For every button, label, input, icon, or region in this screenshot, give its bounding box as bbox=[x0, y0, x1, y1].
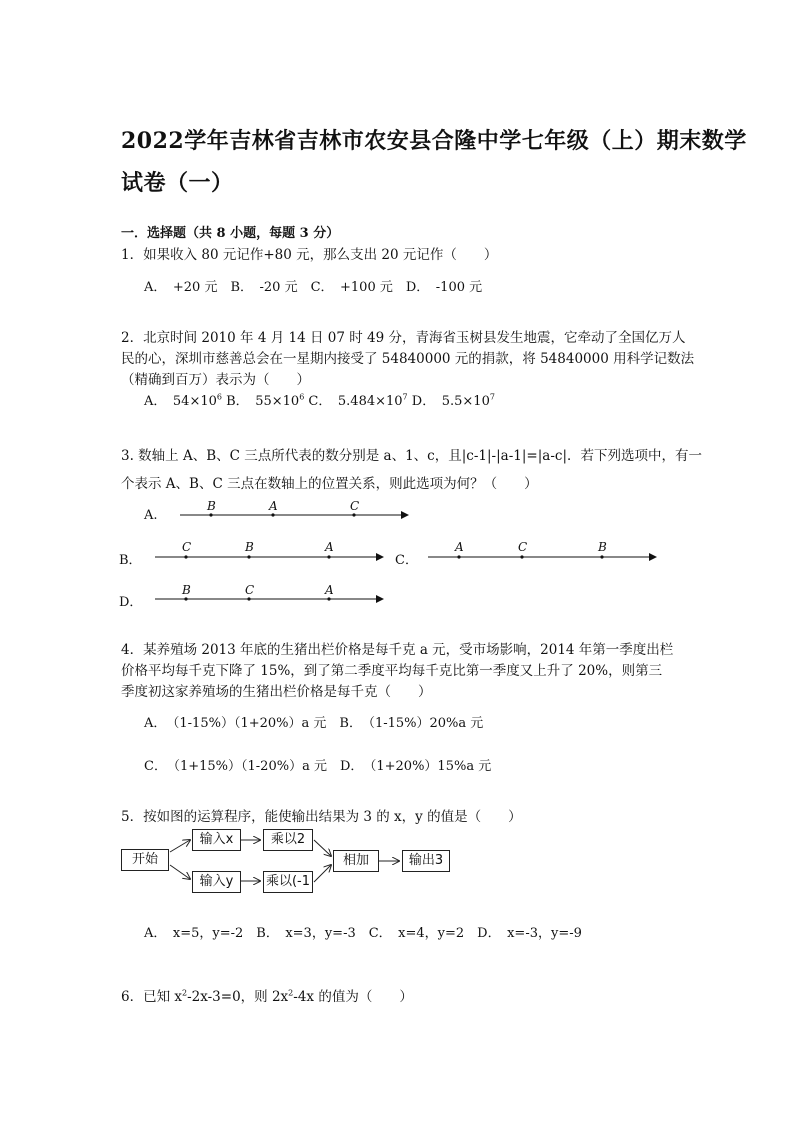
option-a-label: A． bbox=[144, 394, 160, 409]
point-label: A bbox=[325, 583, 334, 597]
page-title-line1: 2022学年吉林省吉林市农安县合隆中学七年级（上）期末数学 bbox=[121, 128, 747, 154]
question-3-line2: 个表示 A、B、C 三点在数轴上的位置关系，则此选项为何？（ ） bbox=[121, 476, 538, 492]
q6-middle: -2x-3=0，则 2x bbox=[187, 989, 289, 1005]
question-4-line1: 4．某养殖场 2013 年底的生猪出栏价格是每千克 a 元，受市场影响，2014 年第一季度出栏 bbox=[121, 642, 674, 658]
question-5-options: A． x=5，y=-2 B． x=3，y=-3 C． x=4，y=2 D． x=-3，y=-9 bbox=[144, 926, 582, 941]
flow-multiply-2-box: 乘以2 bbox=[263, 829, 313, 851]
option-d-value: 5.5×10 bbox=[441, 394, 490, 409]
question-4-line2: 价格平均每千克下降了 15%，到了第二季度平均每千克比第一季度又上升了 20%，则第三 bbox=[121, 663, 663, 679]
question-4-line3: 季度初这家养殖场的生猪出栏价格是每千克（ ） bbox=[121, 684, 432, 700]
flow-output-box: 输出3 bbox=[402, 850, 450, 872]
question-1-options: A． +20 元 B． -20 元 C． +100 元 D． -100 元 bbox=[144, 280, 483, 295]
point-label: C bbox=[350, 499, 360, 513]
option-d-label: D． bbox=[411, 394, 429, 409]
point-label: A bbox=[325, 540, 334, 554]
option-b-exponent: 6 bbox=[299, 392, 305, 402]
option-c-exponent: 7 bbox=[402, 392, 408, 402]
option-a-value: 54×10 bbox=[172, 394, 217, 409]
question-1-text: 1．如果收入 80 元记作+80 元，那么支出 20 元记作（ ） bbox=[121, 247, 498, 263]
point-label: B bbox=[207, 499, 216, 513]
question-6-text bbox=[121, 985, 413, 1005]
option-c-value: 5.484×10 bbox=[337, 394, 403, 409]
point-label: A bbox=[269, 499, 278, 513]
point-label: B bbox=[182, 583, 191, 597]
question-3-option-c: C． bbox=[395, 553, 418, 568]
flow-start-box: 开始 bbox=[121, 849, 169, 871]
option-b-label: B． bbox=[226, 394, 243, 409]
point-label: C bbox=[245, 583, 255, 597]
flow-input-x-box: 输入x bbox=[192, 829, 241, 851]
question-2-line1: 2．北京时间 2010 年 4 月 14 日 07 时 49 分，青海省玉树县发生地震，它牵动了全国亿万人 bbox=[121, 330, 686, 346]
point-label: B bbox=[245, 540, 254, 554]
option-b-value: 55×10 bbox=[255, 394, 300, 409]
option-d-exponent: 7 bbox=[489, 392, 495, 402]
question-3-option-d: D． bbox=[119, 595, 143, 610]
point-label: C bbox=[182, 540, 192, 554]
question-3-line1: 3. 数轴上 A、B、C 三点所代表的数分别是 a、1、c，且|c-1|-|a-1|=|a-c|．若下列选项中，有一 bbox=[121, 448, 702, 464]
page-title-line2: 试卷（一） bbox=[121, 170, 234, 196]
point-label: C bbox=[518, 540, 528, 554]
q6-exponent-2: 2 bbox=[288, 988, 294, 998]
question-3-option-a: A. bbox=[144, 508, 158, 523]
flow-multiply-neg1-box: 乘以(-1 bbox=[263, 871, 313, 893]
question-4-options-ab: A． （1-15%）（1+20%）a 元 B． （1-15%）20%a 元 bbox=[144, 716, 484, 731]
option-a-exponent: 6 bbox=[216, 392, 222, 402]
q6-prefix: 6．已知 x bbox=[121, 989, 182, 1005]
question-2-line3: （精确到百万）表示为（ ） bbox=[121, 372, 310, 388]
question-4-options-cd: C． （1+15%）（1-20%）a 元 D． （1+20%）15%a 元 bbox=[144, 759, 492, 774]
q6-exponent-1: 2 bbox=[182, 988, 188, 998]
point-label: B bbox=[598, 540, 607, 554]
option-c-label: C． bbox=[308, 394, 325, 409]
section-heading: 一．选择题（共 8 小题，每题 3 分） bbox=[121, 226, 340, 241]
question-3-option-b: B． bbox=[119, 553, 142, 568]
question-2-line2: 民的心，深圳市慈善总会在一星期内接受了 54840000 元的捐款，将 54840000 用科学记数法 bbox=[121, 351, 695, 367]
point-label: A bbox=[455, 540, 464, 554]
q6-suffix: -4x 的值为（ ） bbox=[293, 989, 413, 1005]
question-5-text: 5．按如图的运算程序，能使输出结果为 3 的 x，y 的值是（ ） bbox=[121, 809, 522, 825]
flow-input-y-box: 输入y bbox=[192, 871, 241, 893]
flow-add-box: 相加 bbox=[333, 850, 379, 872]
